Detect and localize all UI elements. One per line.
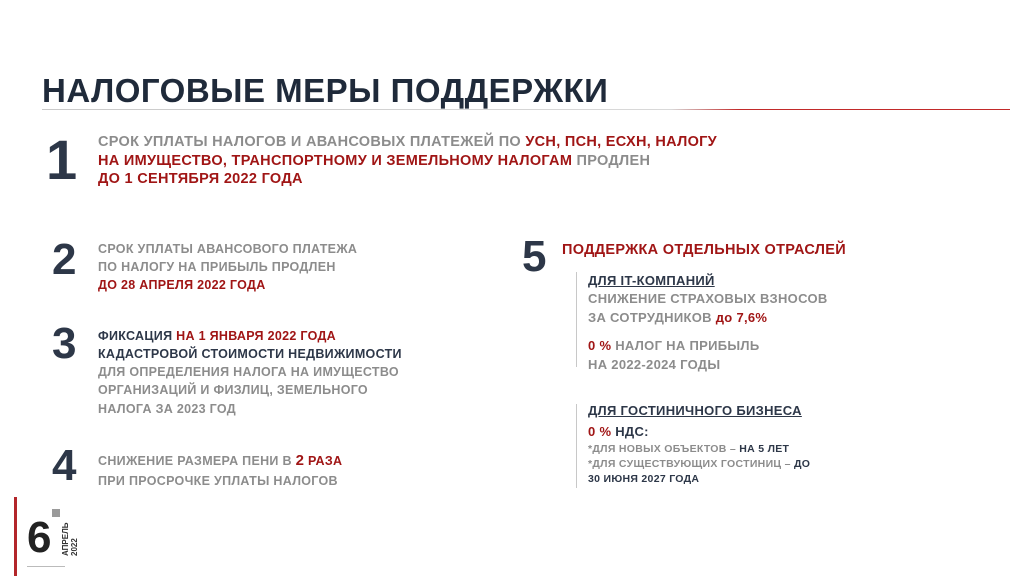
item-5-heading: ПОДДЕРЖКА ОТДЕЛЬНЫХ ОТРАСЛЕЙ — [562, 242, 846, 258]
item-1-number: 1 — [46, 128, 78, 191]
hotel-section-heading: ДЛЯ ГОСТИНИЧНОГО БИЗНЕСА — [588, 403, 802, 418]
it-line-3-part-2: НАЛОГ НА ПРИБЫЛЬ — [611, 338, 760, 354]
item-1-part-4: ПРОДЛЕН — [572, 152, 651, 169]
item-1-part-1: СРОК УПЛАТЫ НАЛОГОВ И АВАНСОВЫХ ПЛАТЕЖЕЙ ПО — [98, 134, 526, 150]
item-3-part-2: НА 1 ЯНВАРЯ 2022 ГОДА — [176, 329, 337, 343]
hotel-line-1 — [588, 423, 810, 441]
hotel-line-2 — [588, 442, 810, 457]
hotel-line-3-part-2: ДО — [793, 458, 811, 471]
item-4-line-2: ПРИ ПРОСРОЧКЕ УПЛАТЫ НАЛОГОВ — [98, 473, 338, 488]
item-4-part-3: РАЗА — [304, 454, 343, 468]
it-line-2-part-1: ЗА СОТРУДНИКОВ — [588, 309, 716, 325]
title-divider — [42, 109, 1010, 110]
hotel-line-1-part-1: 0 % — [588, 424, 612, 440]
hotel-line-3 — [588, 457, 810, 472]
item-3-part-1: ФИКСАЦИЯ — [98, 329, 177, 343]
hotel-section — [588, 402, 810, 488]
item-1-part-3: НА ИМУЩЕСТВО, ТРАНСПОРТНОМУ И ЗЕМЕЛЬНОМУ НАЛОГАМ — [98, 152, 573, 169]
page-title: НАЛОГОВЫЕ МЕРЫ ПОДДЕРЖКИ — [42, 72, 609, 109]
footer-year: 2022 — [69, 538, 79, 556]
item-3-line-1 — [98, 327, 402, 345]
it-line-3-part-1: 0 % — [588, 338, 612, 354]
item-1-line-3 — [98, 170, 717, 189]
hotel-line-2-part-1: *ДЛЯ НОВЫХ ОБЪЕКТОВ – — [588, 442, 740, 455]
item-2-line-3: ДО 28 АПРЕЛЯ 2022 ГОДА — [98, 278, 266, 293]
hotel-line-2-part-2: НА 5 ЛЕТ — [739, 442, 790, 455]
item-2-number: 2 — [52, 235, 77, 284]
it-line-3 — [588, 337, 828, 355]
item-1-part-5: ДО 1 СЕНТЯБРЯ 2022 ГОДА — [98, 171, 303, 188]
item-1-part-2: УСН, ПСН, ЕСХН, НАЛОГУ — [525, 134, 717, 150]
footer-date-day: 6 — [27, 513, 52, 562]
hotel-line-1-part-2: НДС: — [611, 424, 649, 440]
it-line-1: СНИЖЕНИЕ СТРАХОВЫХ ВЗНОСОВ — [588, 291, 828, 307]
item-4-part-1: СНИЖЕНИЕ РАЗМЕРА ПЕНИ В — [98, 454, 296, 468]
item-3-number: 3 — [52, 319, 77, 368]
it-section — [588, 272, 828, 374]
footer-month: АПРЕЛЬ — [61, 522, 70, 556]
item-3-line-4: ОРГАНИЗАЦИЙ И ФИЗЛИЦ, ЗЕМЕЛЬНОГО — [98, 383, 368, 398]
item-3-text — [98, 327, 402, 418]
it-line-2 — [588, 309, 828, 327]
footer-square-icon — [52, 509, 60, 517]
item-4-number: 4 — [52, 441, 77, 490]
it-spacer — [588, 327, 828, 337]
item-2-line-2: ПО НАЛОГУ НА ПРИБЫЛЬ ПРОДЛЕН — [98, 260, 336, 275]
item-1-text — [98, 133, 717, 189]
it-section-divider — [576, 272, 577, 367]
it-section-heading: ДЛЯ IT-КОМПАНИЙ — [588, 273, 715, 288]
item-5-number: 5 — [522, 232, 547, 281]
item-3-line-2: КАДАСТРОВОЙ СТОИМОСТИ НЕДВИЖИМОСТИ — [98, 347, 402, 362]
footer-underline — [27, 566, 65, 567]
item-1-line-2 — [98, 152, 717, 171]
item-1-line-1 — [98, 133, 717, 152]
item-4-line-1 — [98, 450, 342, 472]
hotel-line-3-part-1: *ДЛЯ СУЩЕСТВУЮЩИХ ГОСТИНИЦ – — [588, 458, 794, 471]
item-3-line-5: НАЛОГА ЗА 2023 ГОД — [98, 401, 236, 416]
it-line-2-part-2: до 7,6% — [715, 309, 768, 325]
footer-accent-bar — [14, 497, 17, 576]
footer-date-month-year — [62, 523, 80, 556]
item-4-text — [98, 450, 342, 490]
item-2-line-1: СРОК УПЛАТЫ АВАНСОВОГО ПЛАТЕЖА — [98, 242, 358, 256]
item-4-part-2: 2 — [295, 452, 305, 469]
it-line-4: НА 2022-2024 ГОДЫ — [588, 356, 721, 372]
hotel-section-divider — [576, 404, 577, 488]
item-3-line-3: ДЛЯ ОПРЕДЕЛЕНИЯ НАЛОГА НА ИМУЩЕСТВО — [98, 365, 399, 380]
hotel-line-4: 30 ИЮНЯ 2027 ГОДА — [588, 473, 700, 486]
item-2-text — [98, 240, 357, 294]
